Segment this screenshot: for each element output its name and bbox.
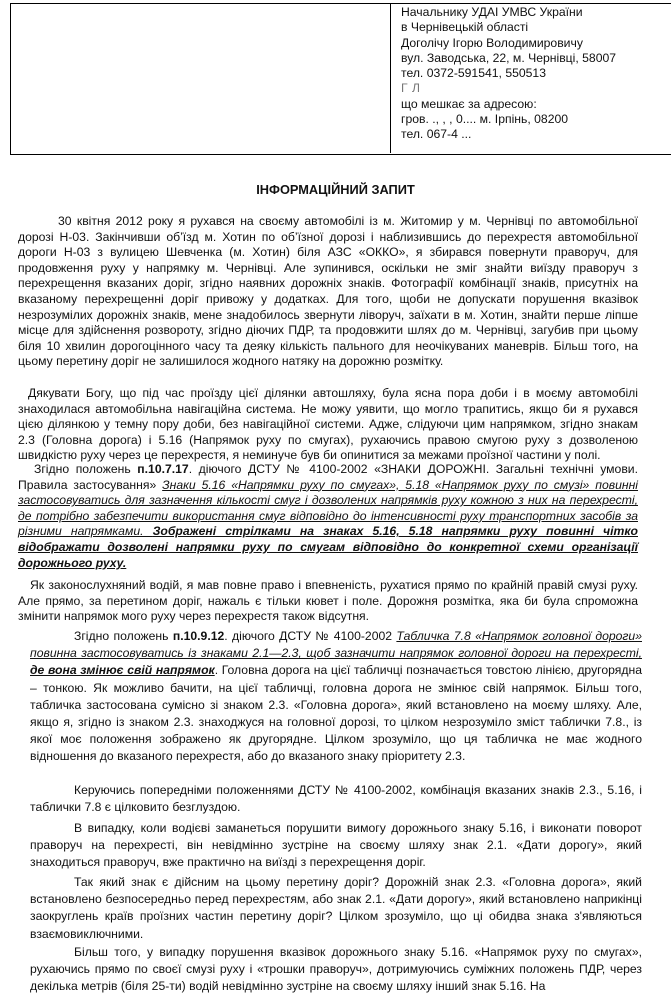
paragraph-7: В випадку, коли водієві заманеться порушити вимогу дорожнього знаку 5.16, і виконати поворот праворуч на перехресті, він невідмінно зустріне на своєму шляху знак 2.1. «Дати дорогу», який знаходиться праворуч, вже практично на виїзді з перехрещення доріг. [30, 821, 642, 870]
addressee-line: тел. 0372-591541, 550513 [401, 66, 546, 81]
quoted-clause-bold: Зображені стрілками на знаках 5.16, 5.18 напрямки руху повинні чітко відображати дозволені напрямки руху по смугам відповідно до конкретної схеми організації дорожнього руху. [18, 524, 638, 570]
addressee-line: Начальнику УДАІ УМВС України [401, 5, 583, 19]
text-run: . Головна дорога на цієї табличці позначається товстою лінією, другорядна – тонкою. Як можливо бачити, на цієї табличці, головна дорога не змінює свій напрямок. Більш того, табличка застосована сумісно зі знаком 2.3. «Головна дорога», який встановлено на моєму шляху. Але, якщо я, згідно із знаком 2.3. знаходжуся на головної дорозі, то цілком незрозуміло зміст таблички 7.8., із якої моє положення зображено як другорядне. Цілком зрозуміло, що ця табличка не має жодного відношення до вказаного перехрестя, або до вказаного знаку пріоритету 2.3. [30, 663, 642, 764]
text-run: . діючого ДСТУ № 4100-2002 «ЗНАКИ ДОРОЖНІ. Загальні технічні умови. Правила застосування» [18, 462, 638, 492]
paragraph-2: Дякувати Богу, що під час проїзду цієї ділянки автошляху, була ясна пора доби і в моєму автомобілі знаходилася автомобільна навігаційна система. Не можу уявити, що могло трапитись, якщо би я рухався цією ділянкою у темну пору доби, без навігаційної системи. Адже, слідуючи цим напрямком, згідно знакам 2.3 (Головна дорога) і 5.16 (Напрямок руху по смугах), рухаючись правою смугою руху з дозволеною швидкістю руху через це перехрестя, я неминуче був би опинитися за межами проїзної частини у полі. [18, 386, 638, 463]
text-run: Згідно положень [34, 462, 138, 476]
addressee-block [401, 5, 671, 143]
quoted-clause-bold: де вона змінює свій напрямок [30, 663, 215, 678]
paragraph-8: Так який знак є дійсним на цьому перетину доріг? Дорожній знак 2.3. «Головна дорога», який встановлено безпосередньо перед перехрестям, або знак 2.1. «Дати дорогу», який встановлено наприкінці заокруглень країв проїзних частин перетину доріг? Цілком зрозуміло, що ці обидва знака з'являються взаємовиключними. [30, 875, 642, 941]
sender-address-label: що мешкає за адресою: [401, 96, 537, 111]
addressee-divider [390, 3, 391, 153]
clause-ref: п.10.9.12 [172, 629, 225, 643]
addressee-line: вул. Заводська, 22, м. Чернівці, 58007 [401, 50, 617, 65]
paragraph-3 [18, 462, 638, 571]
sender-phone: тел. 067-4 ... [401, 127, 472, 142]
paragraph-4: Як законослухняний водій, я мав повне право і впевненість, рухатися прямо по крайній правій смузі руху. Але прямо, за перетином доріг, нажаль є тільки кювет і поле. Дорожня розмітка, яка би була спроможна змінити напрямок мого руху через перехрестя також відсутня. [18, 578, 638, 624]
clause-ref: п.10.7.17 [137, 462, 189, 476]
paragraph-5 [30, 628, 642, 766]
addressee-line: Доголічу Ігорю Володимировичу [401, 35, 583, 50]
redacted-line: Г Л [401, 81, 421, 96]
quoted-clause: Табличка 7.8 «Напрямок головної дороги» повинна застосовуватись із знаками 2.1—2.3, щоб зазначити напрямок головної дороги на перехресті, [30, 629, 642, 661]
quoted-clause: Знаки 5.16 «Напрямки руху по смугах», 5.18 «Напрямок руху по смузі» повинні застосовуватись для зазначення кількості смуг і дозволених напрямків руху кожною з них на перехресті, де потрібно забезпечити використання смуг відповідно до інтенсивності руху транспортних засобів за різними напрямками. [18, 477, 639, 539]
paragraph-6: Керуючись попередніми положеннями ДСТУ № 4100-2002, комбінація вказаних знаків 2.3., 5.16, і таблички 7.8 є цілковито безглуздою. [30, 783, 642, 815]
text-run: . діючого ДСТУ № 4100-2002 [224, 629, 397, 643]
addressee-line: в Чернівецькій області [401, 20, 529, 35]
document-title: ІНФОРМАЦІЙНИЙ ЗАПИТ [256, 182, 415, 197]
paragraph-9: Більш того, у випадку порушення вказівок дорожнього знаку 5.16. «Напрямок руху по смугах», рухаючись прямо по своєї смузі руху і «трошки праворуч», дотримуючись суміжних положень ПДР, через декілька метрів (біля 25-ти) водій невідмінно зустріне на своєму шляху інший знак 5.16. На [30, 945, 642, 994]
text-run: Згідно положень [74, 629, 173, 643]
sender-address: гров. ., , , 0.... м. Ірпінь, 08200 [401, 112, 569, 127]
paragraph-1: 30 квітня 2012 року я рухався на своєму автомобілі із м. Житомир у м. Чернівці по автомобільної дорозі Н-03. Закінчивши об’їзд м. Хотин по об’їзної дорозі і наблизившись до перехрестя автомобільної дороги Н-03 з вулицею Шевченка (м. Хотин) біля АЗС «ОККО», я збирався повернути праворуч, для продовження руху у напрямку м. Чернівці. Але зупинився, оскільки не зміг знайти виїзду праворуч з перехрещення вказаних доріг, згідно наявних дорожніх знаків. Фотографії комбінації знаків, присутніх на вказаному перехрещенні доріг привожу у додатках. Для того, щоби не допускати порушення вказівок незрозумілих дорожніх знаків, мене знадобилось звернути ліворуч, заїхати в м. Хотин, знайти перше ліпше місце для здійснення розвороту, згідно діючих ПДР, та продовжити шлях до м. Чернівці, загубив при цьому біля 10 хвилин дорогоцінного часу та деяку кількість пального для неочікуваних маневрів. Більш того, на цьому перетину доріг не залишилося жодного натяку на дорожню розмітку. [18, 214, 638, 369]
